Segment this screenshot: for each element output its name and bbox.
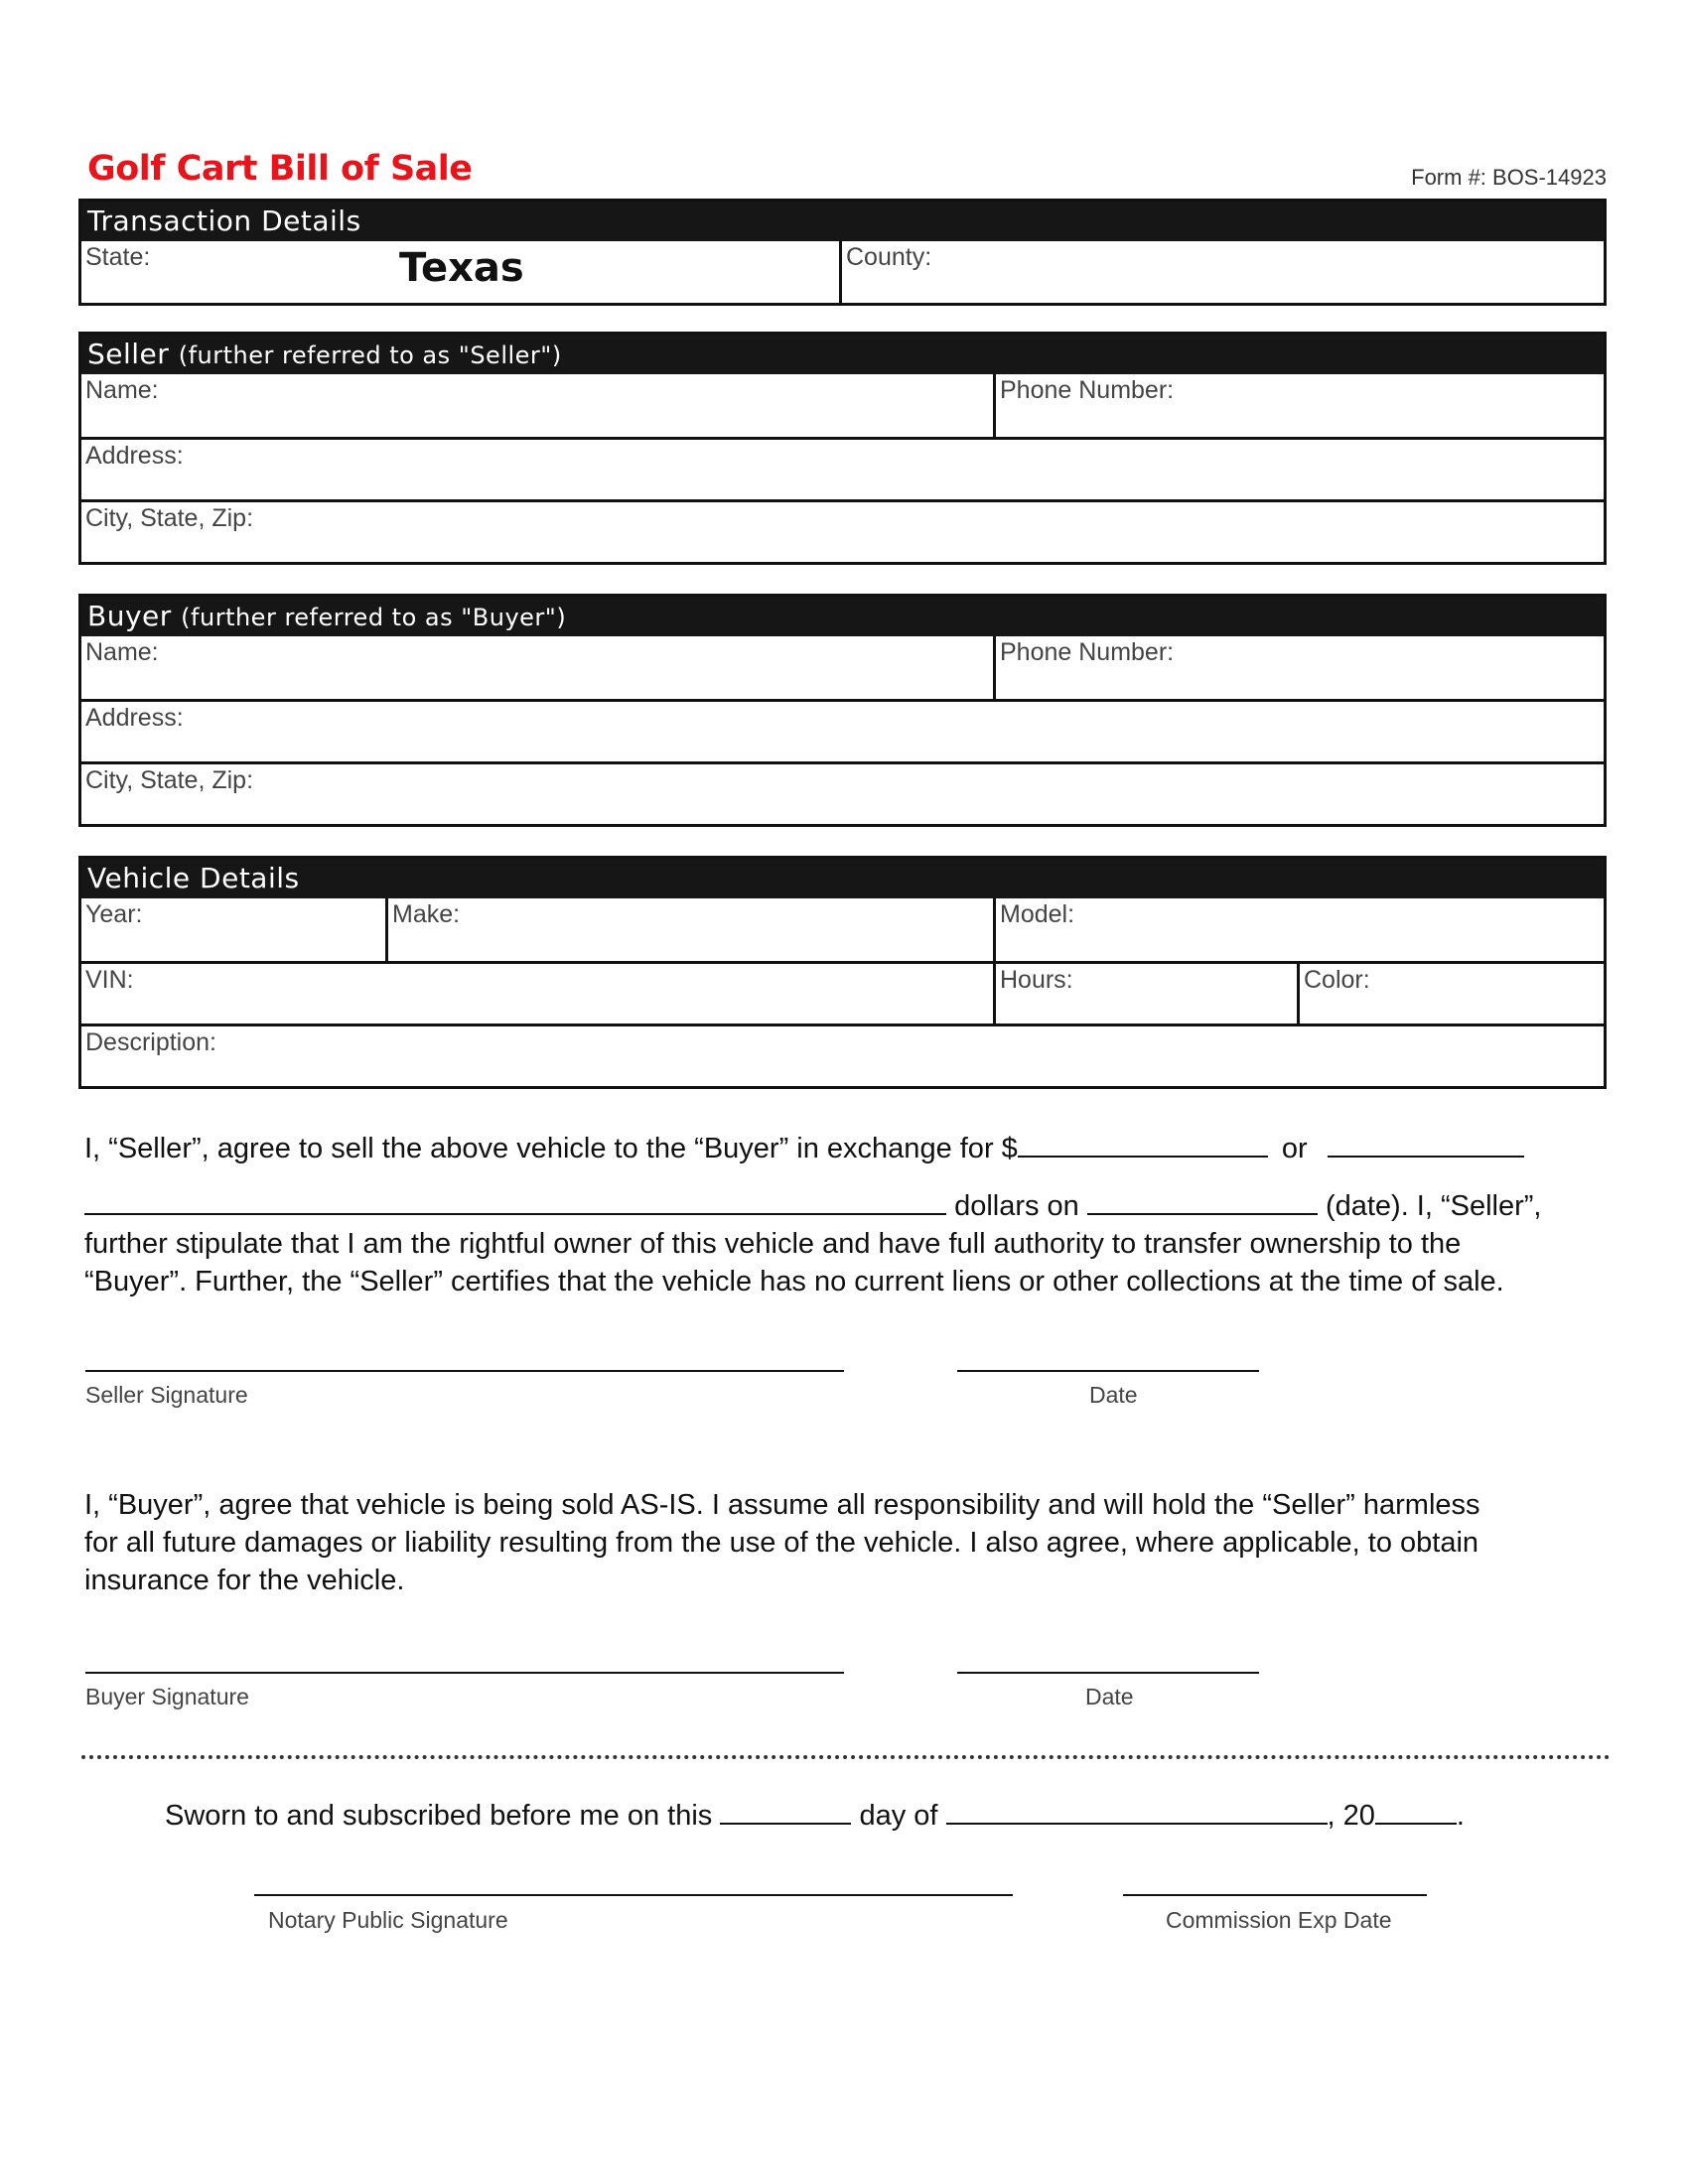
buyer-date-label: Date xyxy=(1085,1684,1134,1709)
notary-signature-line[interactable] xyxy=(254,1894,1013,1896)
buyer-address-field[interactable] xyxy=(81,702,1604,761)
vehicle-vin-field[interactable] xyxy=(81,964,993,1024)
sale-date-blank[interactable] xyxy=(1087,1183,1318,1215)
seller-phone-field[interactable] xyxy=(993,374,1604,437)
vehicle-details-section xyxy=(78,856,1607,1089)
transaction-details-section xyxy=(78,199,1607,306)
buyer-heading-sub: (further referred to as "Buyer") xyxy=(181,604,567,631)
buyer-phone-label: Phone Number: xyxy=(1000,638,1175,666)
form-number: Form #: BOS-14923 xyxy=(1411,165,1607,190)
sworn-text: Sworn to and subscribed before me on this xyxy=(165,1800,713,1832)
vehicle-vin-label: VIN: xyxy=(85,966,134,994)
seller-date-label: Date xyxy=(1089,1382,1138,1408)
vehicle-make-field[interactable] xyxy=(385,898,993,961)
buyer-agreement-line1: I, “Buyer”, agree that vehicle is being sold AS-IS. I assume all responsibility and will hold the “Seller” harmless xyxy=(84,1489,1480,1521)
buyer-agreement-line3: insurance for the vehicle. xyxy=(84,1565,405,1596)
date-note-text: (date). I, “Seller”, xyxy=(1325,1190,1542,1222)
seller-name-field[interactable] xyxy=(81,374,993,437)
seller-city-label: City, State, Zip: xyxy=(85,504,254,532)
vehicle-heading: Vehicle Details xyxy=(87,862,300,894)
buyer-name-field[interactable] xyxy=(81,636,993,699)
buyer-signature-line[interactable] xyxy=(85,1672,844,1674)
state-field[interactable] xyxy=(81,241,839,303)
seller-agreement-line4: “Buyer”. Further, the “Seller” certifies that the vehicle has no current liens or other collections at the time of sale. xyxy=(84,1266,1504,1297)
buyer-date-line[interactable] xyxy=(957,1672,1259,1674)
period-text: . xyxy=(1456,1800,1465,1832)
seller-agreement-paragraph xyxy=(84,1126,1614,1300)
seller-section xyxy=(78,332,1607,565)
transaction-heading: Transaction Details xyxy=(87,205,361,237)
seller-agreement-line3: further stipulate that I am the rightful owner of this vehicle and have full authority to transfer ownership to the xyxy=(84,1228,1462,1260)
buyer-name-label: Name: xyxy=(85,638,159,666)
vehicle-model-label: Model: xyxy=(1000,900,1075,928)
notary-year-blank[interactable] xyxy=(1375,1793,1457,1825)
seller-phone-label: Phone Number: xyxy=(1000,376,1175,404)
seller-agreement-line1: I, “Seller”, agree to sell the above vehicle to the “Buyer” in exchange for $ xyxy=(84,1133,1018,1164)
or-text: or xyxy=(1281,1133,1308,1164)
vehicle-year-label: Year: xyxy=(85,900,143,928)
day-of-text: day of xyxy=(859,1800,938,1832)
seller-address-field[interactable] xyxy=(81,440,1604,499)
notary-signature-label: Notary Public Signature xyxy=(268,1907,508,1933)
vehicle-description-field[interactable] xyxy=(81,1026,1604,1086)
commission-date-line[interactable] xyxy=(1123,1894,1427,1896)
state-label: State: xyxy=(85,243,151,271)
vehicle-model-field[interactable] xyxy=(993,898,1604,961)
commission-date-label: Commission Exp Date xyxy=(1166,1907,1392,1933)
seller-heading-sub: (further referred to as "Seller") xyxy=(178,341,562,369)
year-prefix-text: , 20 xyxy=(1327,1800,1375,1832)
section-heading xyxy=(81,202,1604,241)
buyer-address-label: Address: xyxy=(85,704,184,732)
seller-date-line[interactable] xyxy=(957,1370,1259,1372)
section-heading xyxy=(81,597,1604,636)
state-value: Texas xyxy=(399,245,524,291)
price-alt-blank[interactable] xyxy=(1328,1126,1524,1158)
price-blank[interactable] xyxy=(1018,1126,1268,1158)
buyer-section xyxy=(78,594,1607,827)
section-heading xyxy=(81,859,1604,898)
form-title: Golf Cart Bill of Sale xyxy=(87,149,473,189)
county-label: County: xyxy=(846,243,932,271)
section-heading xyxy=(81,335,1604,374)
dollars-on-text: dollars on xyxy=(954,1190,1079,1222)
buyer-city-label: City, State, Zip: xyxy=(85,766,254,794)
seller-address-label: Address: xyxy=(85,442,184,470)
seller-signature-line[interactable] xyxy=(85,1370,844,1372)
buyer-phone-field[interactable] xyxy=(993,636,1604,699)
seller-name-label: Name: xyxy=(85,376,159,404)
notary-sworn-statement xyxy=(165,1793,1465,1833)
buyer-signature-label: Buyer Signature xyxy=(85,1684,249,1709)
price-words-blank[interactable] xyxy=(84,1183,946,1215)
buyer-heading: Buyer xyxy=(87,600,172,632)
notary-month-blank[interactable] xyxy=(946,1793,1328,1825)
vehicle-description-label: Description: xyxy=(85,1028,216,1056)
notary-day-blank[interactable] xyxy=(720,1793,851,1825)
vehicle-year-field[interactable] xyxy=(81,898,385,961)
county-field[interactable] xyxy=(839,241,1604,303)
notary-divider xyxy=(81,1755,1611,1759)
vehicle-hours-label: Hours: xyxy=(1000,966,1073,994)
vehicle-color-field[interactable] xyxy=(1297,964,1604,1024)
seller-heading: Seller xyxy=(87,338,170,370)
vehicle-color-label: Color: xyxy=(1304,966,1370,994)
buyer-agreement-paragraph xyxy=(84,1486,1614,1599)
vehicle-make-label: Make: xyxy=(392,900,461,928)
seller-signature-label: Seller Signature xyxy=(85,1382,248,1408)
seller-city-field[interactable] xyxy=(81,502,1604,562)
buyer-agreement-line2: for all future damages or liability resulting from the use of the vehicle. I also agree, where applicable, to obtain xyxy=(84,1527,1479,1559)
buyer-city-field[interactable] xyxy=(81,764,1604,824)
vehicle-hours-field[interactable] xyxy=(993,964,1297,1024)
